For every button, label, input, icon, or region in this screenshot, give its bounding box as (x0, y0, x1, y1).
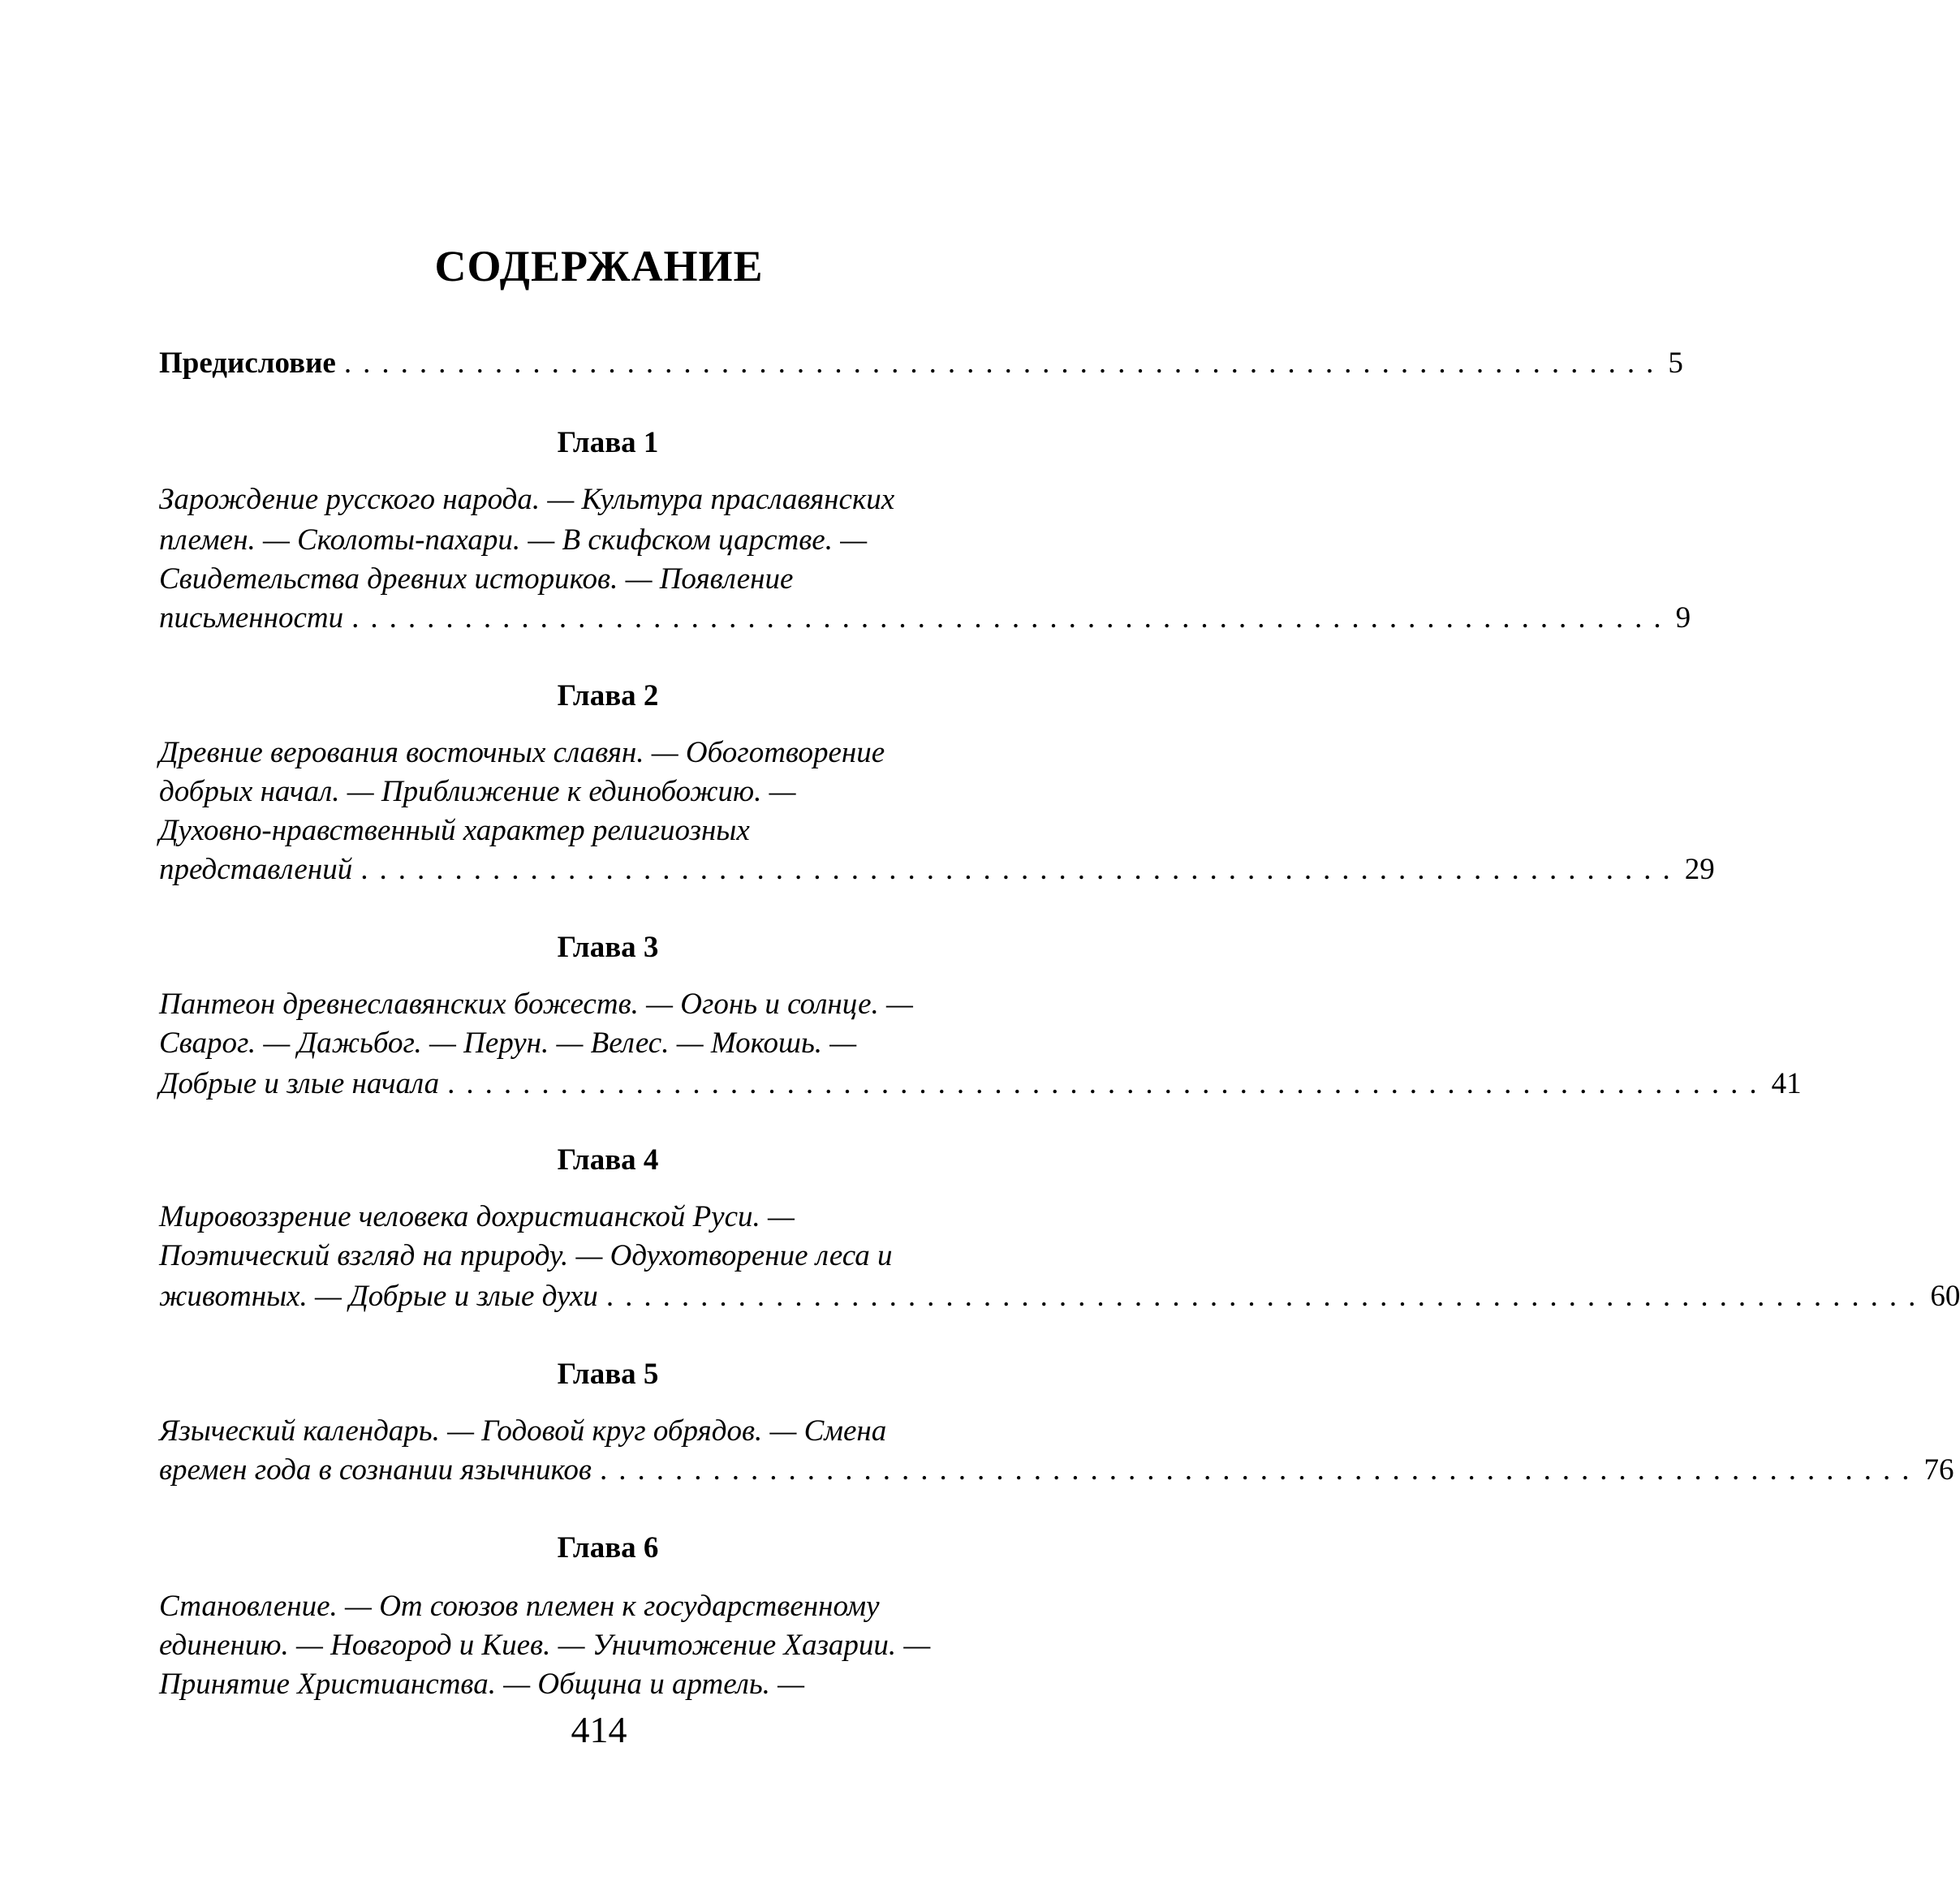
chapter-heading: Глава 3 (557, 931, 659, 964)
chapter-description-line: Мировоззрение человека дохристианской Руси. — (159, 1200, 795, 1233)
page-number: 414 (571, 1709, 627, 1750)
chapter-description-line: племен. — Сколоты-пахари. — В скифском царстве. — (159, 523, 868, 557)
chapter-page: 9 (1675, 601, 1691, 635)
chapter-description-line: Зарождение русского народа. — Культура праславянских (159, 483, 895, 516)
chapter-description-line: Сварог. — Дажьбог. — Перун. — Велес. — Мокошь. — (159, 1026, 857, 1060)
chapter-description-line: Становление. — От союзов племен к государственному (159, 1590, 880, 1623)
toc-entry-preface (159, 344, 1683, 383)
preface-label: Предисловие (159, 346, 336, 380)
chapter-description-line: добрых начал. — Приближение к единобожию. — (159, 775, 796, 808)
dot-leader: ...................................................................... (447, 1067, 1768, 1100)
chapter-description-line: Поэтический взгляд на природу. — Одухотворение леса и (159, 1239, 893, 1272)
chapter-heading: Глава 4 (557, 1143, 659, 1177)
chapter-description-line: Языческий календарь. — Годовой круг обрядов. — Смена (159, 1414, 887, 1448)
chapter-heading: Глава 1 (557, 426, 659, 459)
chapter-page: 41 (1771, 1067, 1802, 1100)
dot-leader: ...................................................................... (605, 1280, 1928, 1313)
chapter-description-line: Принятие Христианства. — Община и артель. — (159, 1668, 805, 1701)
chapter-description-line: Пантеон древнеславянских божеств. — Огонь и солнце. — (159, 988, 913, 1021)
chapter-description-line: Духовно-нравственный характер религиозных (159, 814, 750, 847)
chapter-last-line: представлений (159, 853, 353, 886)
chapter-description-line: единению. — Новгород и Киев. — Уничтожение Хазарии. — (159, 1629, 931, 1662)
chapter-page: 29 (1684, 853, 1715, 886)
toc-entry-chapter-2 (159, 850, 1715, 889)
chapter-page: 76 (1923, 1453, 1954, 1487)
chapter-heading: Глава 6 (557, 1531, 659, 1564)
toc-entry-chapter-4 (159, 1277, 1960, 1316)
dot-leader: ...................................................................... (360, 853, 1682, 886)
chapter-page: 60 (1930, 1280, 1960, 1313)
chapter-last-line: животных. — Добрые и злые духи (159, 1280, 598, 1313)
toc-entry-chapter-3 (159, 1065, 1802, 1104)
dot-leader: ...................................................................... (600, 1453, 1921, 1487)
toc-entry-chapter-1 (159, 599, 1691, 638)
preface-page: 5 (1668, 346, 1683, 380)
dot-leader: ...................................................................... (351, 601, 1673, 635)
chapter-last-line: письменности (159, 601, 344, 635)
chapter-description-line: Древние верования восточных славян. — Обоготворение (159, 736, 885, 769)
page-title: СОДЕРЖАНИЕ (434, 242, 764, 291)
dot-leader: ...................................................................... (343, 346, 1665, 380)
toc-entry-chapter-5 (159, 1451, 1954, 1490)
chapter-heading: Глава 2 (557, 679, 659, 712)
chapter-heading: Глава 5 (557, 1358, 659, 1391)
chapter-last-line: Добрые и злые начала (159, 1067, 440, 1100)
chapter-description-line: Свидетельства древних историков. — Появление (159, 562, 794, 596)
chapter-last-line: времен года в сознании язычников (159, 1453, 592, 1487)
